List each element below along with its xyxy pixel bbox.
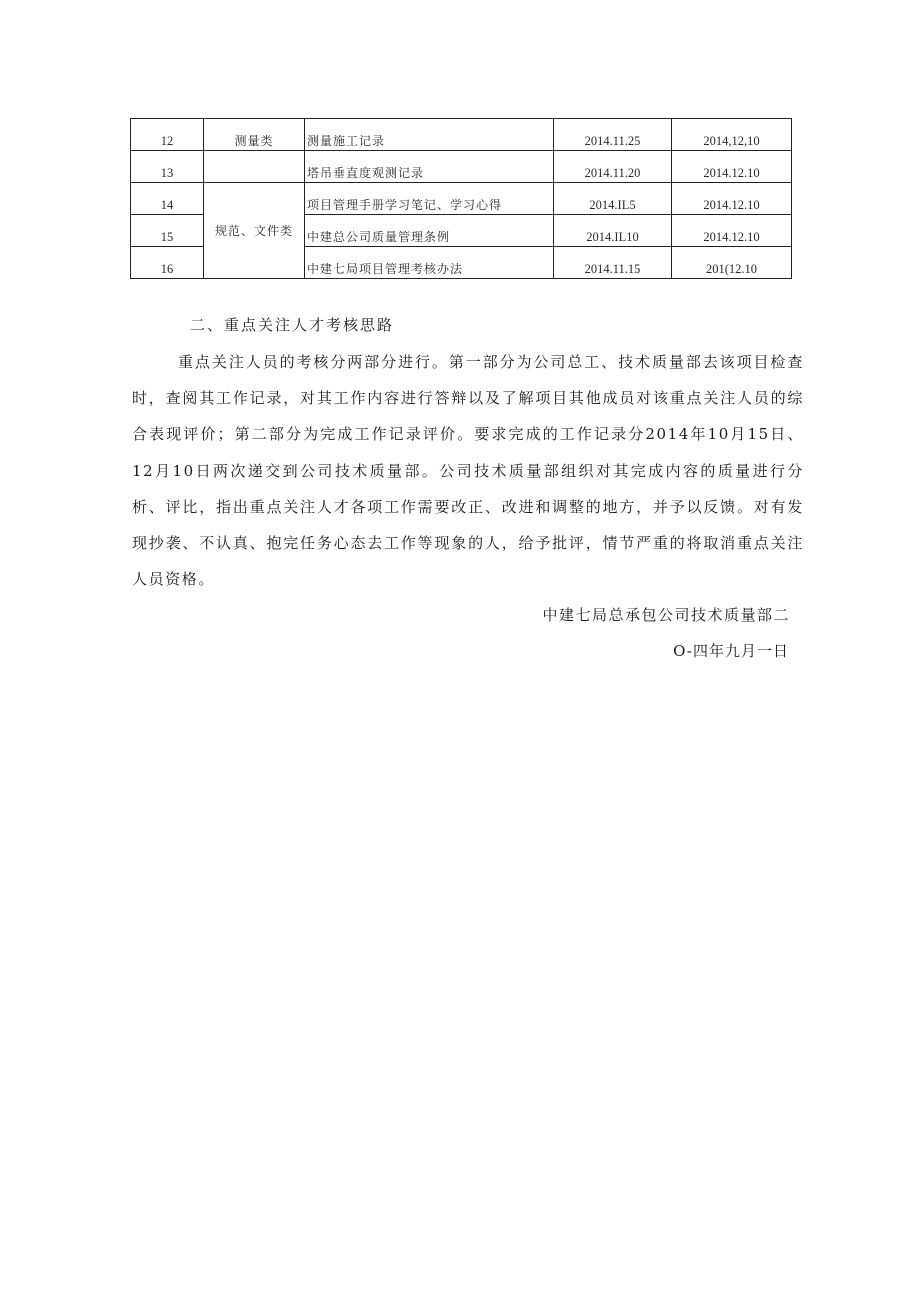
row-number: 14: [131, 183, 204, 215]
table-row: [131, 151, 792, 183]
records-table: [130, 118, 792, 279]
record-name: 项目管理手册学习笔记、学习心得: [305, 183, 554, 215]
category-cell: 测量类: [204, 119, 305, 151]
start-date: 2014.11.25: [554, 119, 672, 151]
row-number: 13: [131, 151, 204, 183]
record-name: 测量施工记录: [305, 119, 554, 151]
category-cell-empty: [204, 151, 305, 183]
table-row: [131, 183, 792, 215]
record-name: 中建总公司质量管理条例: [305, 215, 554, 247]
row-number: 15: [131, 215, 204, 247]
records-table-wrapper: [130, 118, 791, 279]
end-date: 2014.12.10: [672, 215, 792, 247]
table-row: [131, 119, 792, 151]
row-number: 12: [131, 119, 204, 151]
end-date: 2014,12,10: [672, 119, 792, 151]
start-date: 2014.11.15: [554, 247, 672, 279]
end-date: 2014.12.10: [672, 151, 792, 183]
end-date: 2014.12.10: [672, 183, 792, 215]
category-cell: 规范、文件类: [204, 183, 305, 279]
end-date: 201(12.10: [672, 247, 792, 279]
start-date: 2014.IL5: [554, 183, 672, 215]
section-title: 二、重点关注人才考核思路: [190, 316, 395, 334]
row-number: 16: [131, 247, 204, 279]
signature-date: O-四年九月一日: [673, 642, 789, 660]
record-name: 中建七局项目管理考核办法: [305, 247, 554, 279]
start-date: 2014.11.20: [554, 151, 672, 183]
record-name: 塔吊垂直度观测记录: [305, 151, 554, 183]
body-paragraph: 重点关注人员的考核分两部分进行。第一部分为公司总工、技术质量部去该项目检查时，查阅其工作记录，对其工作内容进行答辩以及了解项目其他成员对该重点关注人员的综合表现评价；第二部分为完成工作记录评价。要求完成的工作记录分2014年10月15日、12月10日两次递交到公司技术质量部。公司技术质量部组织对其完成内容的质量进行分析、评比，指出重点关注人才各项工作需要改正、改进和调整的地方，并予以反馈。对有发现抄袭、不认真、抱完任务心态去工作等现象的人，给予批评，情节严重的将取消重点关注人员资格。: [132, 353, 804, 589]
signature-organization: 中建七局总承包公司技术质量部二: [542, 606, 790, 624]
start-date: 2014.IL10: [554, 215, 672, 247]
